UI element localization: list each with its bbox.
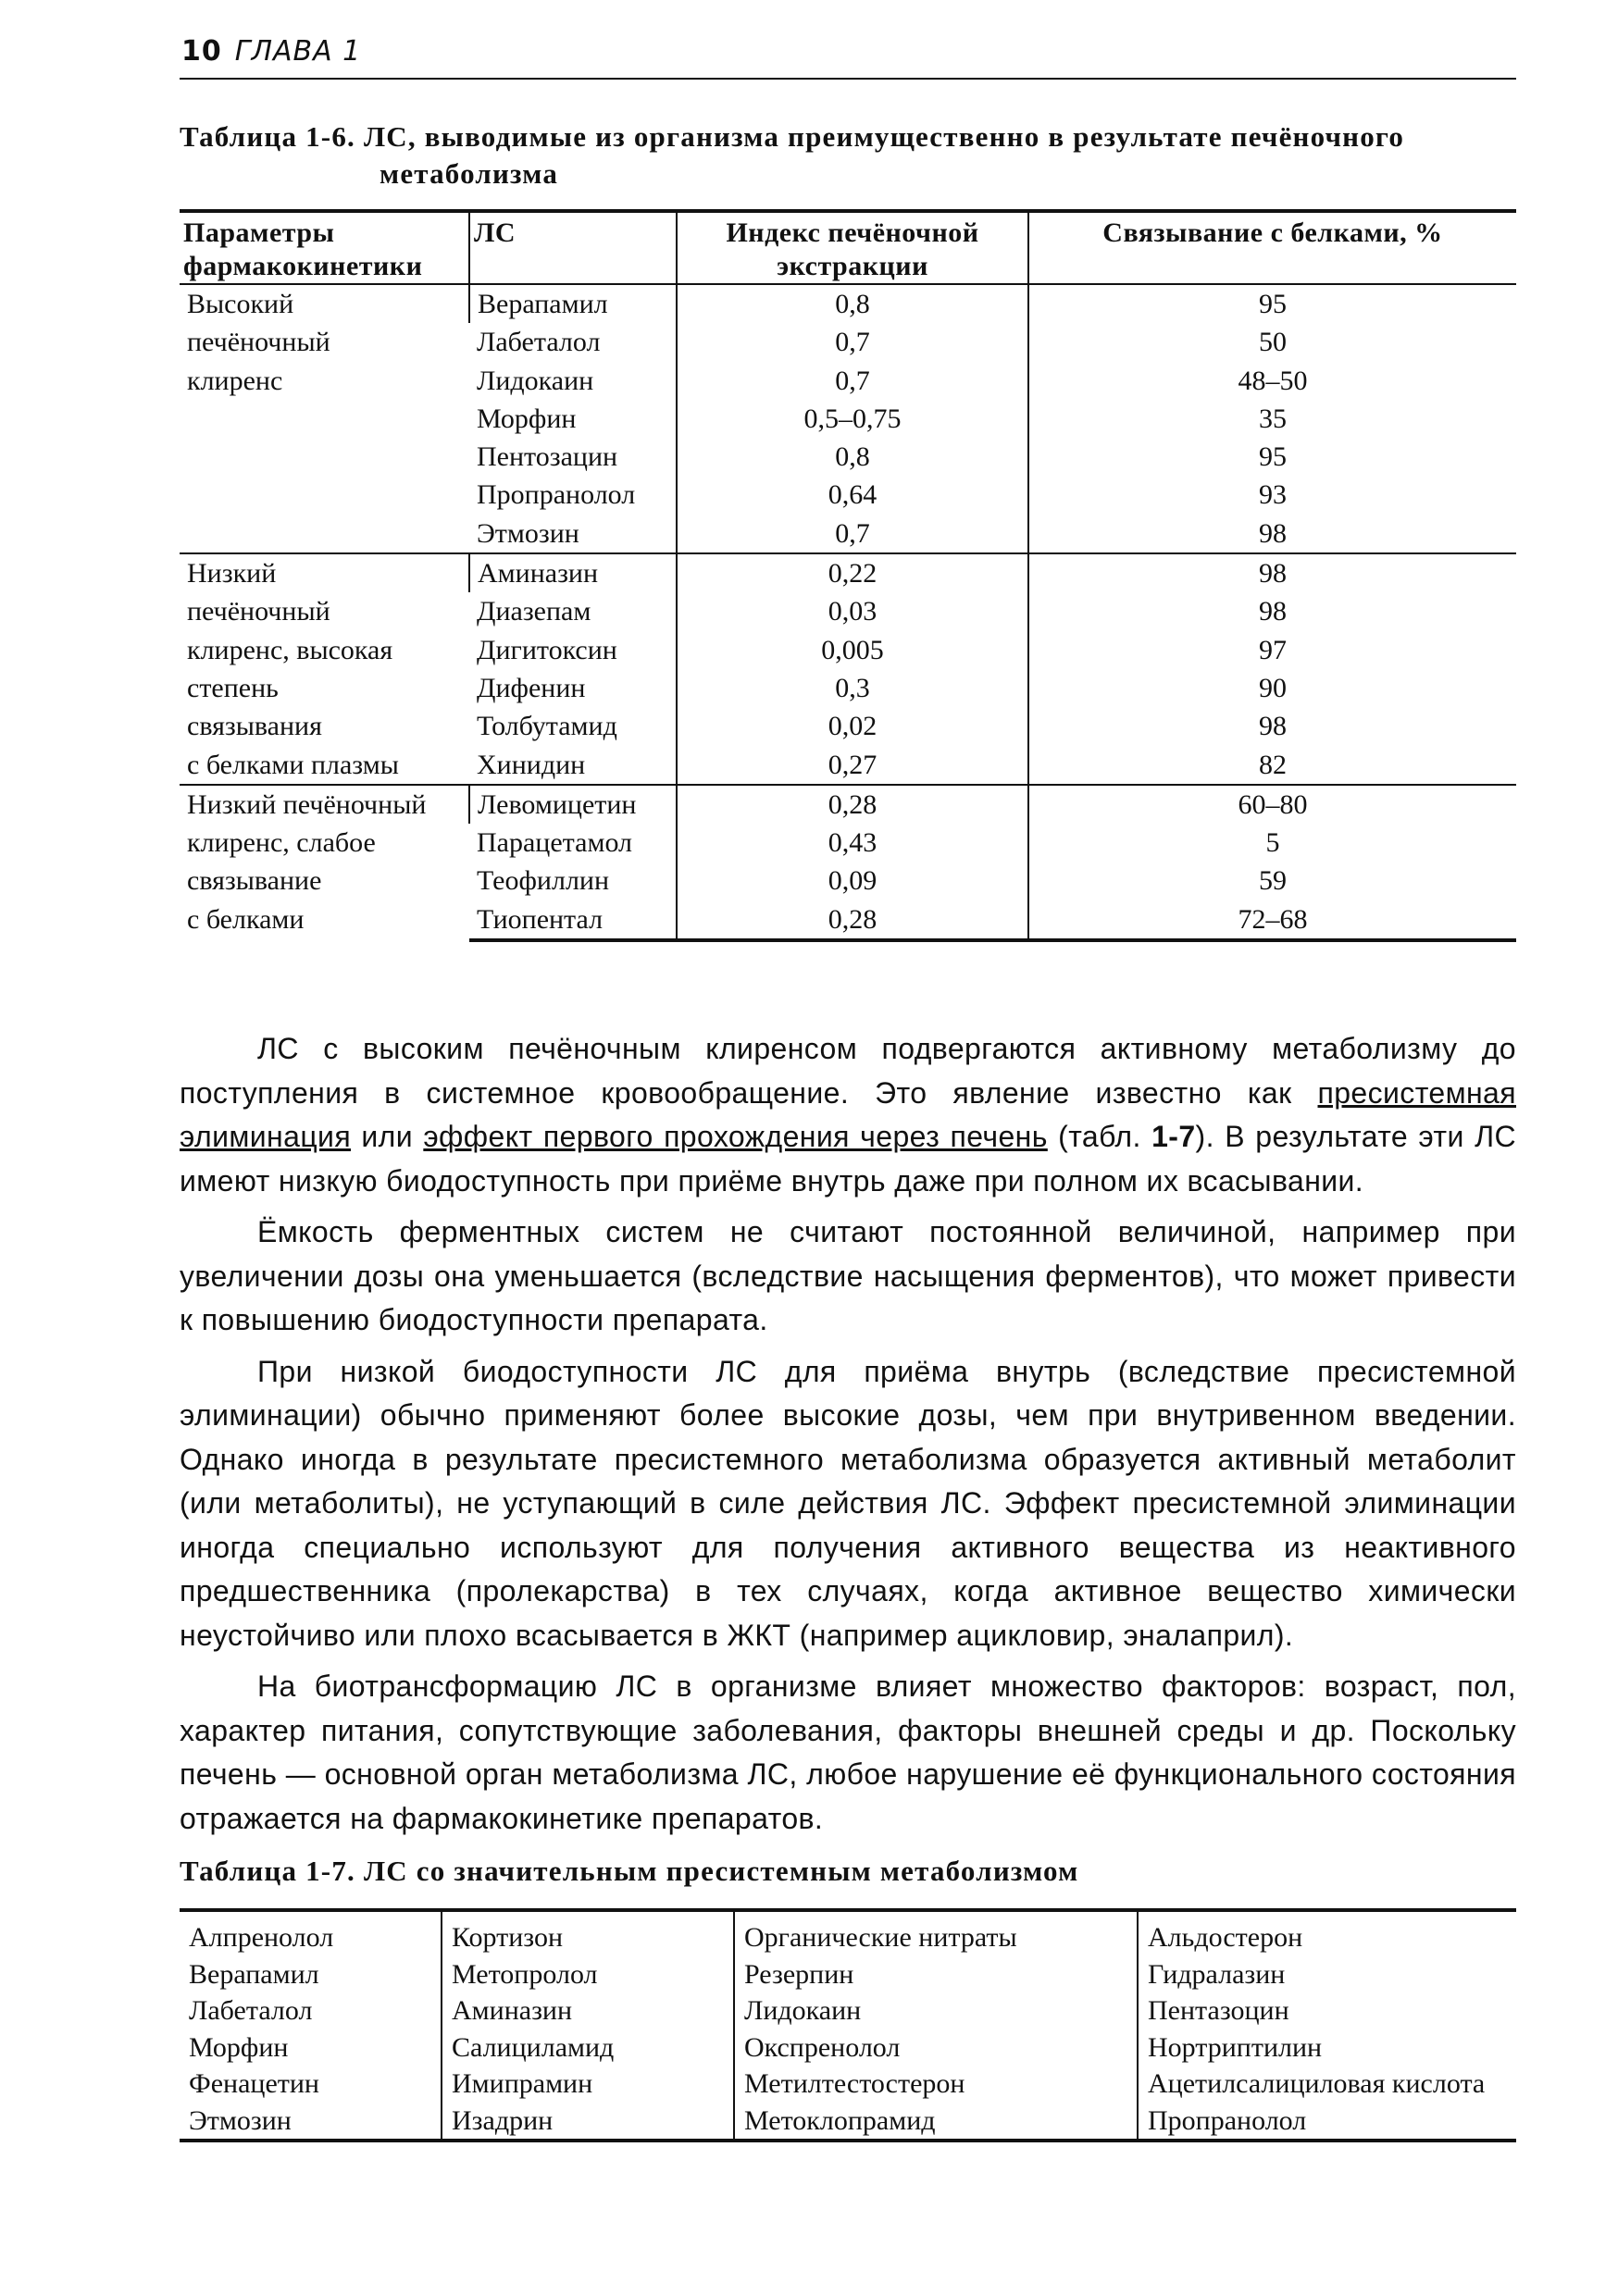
index-cell: 0,09 bbox=[677, 862, 1028, 900]
page-number: 10 bbox=[181, 35, 222, 68]
drug-cell: Тиопентал bbox=[469, 900, 677, 940]
table-cell: Верапамил bbox=[189, 1958, 319, 1990]
drug-cell: Лидокаин bbox=[477, 365, 594, 396]
table-row bbox=[180, 2103, 1516, 2141]
header-protein: Связывание с белками, % bbox=[1028, 211, 1516, 284]
header-param: Параметры фармакокинетики bbox=[180, 211, 469, 284]
index-cell: 0,64 bbox=[677, 476, 1028, 514]
table-row bbox=[180, 2029, 1516, 2066]
index-cell: 0,8 bbox=[677, 284, 1028, 323]
drug-cell: Теофиллин bbox=[477, 865, 610, 897]
table-cell: Салициламид bbox=[442, 2029, 734, 2066]
protein-cell: 60–80 bbox=[1028, 785, 1516, 824]
table-1-6-caption: Таблица 1-6. ЛС, выводимые из организма преимущественно в результате печёночного метаболизма bbox=[180, 118, 1522, 192]
drug-cell: Толбутамид bbox=[477, 711, 617, 742]
drug-cell: Дифенин bbox=[477, 672, 586, 703]
drug-cell: Этмозин bbox=[477, 517, 579, 549]
table-row bbox=[180, 284, 1516, 323]
table-row bbox=[180, 1992, 1516, 2029]
table-group-low-clearance-high-binding bbox=[180, 553, 1516, 785]
table-cell: Пропранолол bbox=[1138, 2103, 1516, 2141]
table-cell: Пентазоцин bbox=[1138, 1992, 1516, 2029]
table-cell: Гидралазин bbox=[1138, 1956, 1516, 1993]
index-cell: 0,7 bbox=[677, 362, 1028, 400]
table-cell: Этмозин bbox=[180, 2103, 442, 2141]
header-rule bbox=[180, 78, 1516, 80]
table-row bbox=[180, 1956, 1516, 1993]
table-cell: Имипрамин bbox=[442, 2066, 734, 2103]
table-reference: 1-7 bbox=[1151, 1120, 1196, 1153]
paragraph-3: При низкой биодоступности ЛС для приёма внутрь (вследствие пресистемной элиминации) обычно применяют более высокие дозы, чем при внутривенном введении. Однако иногда в результате пресистемного метаболизма образуется активный метаболит (или метаболиты), не уступающий в силе действия ЛС. Эффект пресистемной элиминации иногда специально используют для получения активного вещества из неактивного предшественника (пролекарства) в тех случаях, когда активное вещество химически неустойчиво или плохо всасывается в ЖКТ (например ацикловир, эналаприл). bbox=[180, 1354, 1516, 1652]
protein-cell: 97 bbox=[1028, 631, 1516, 669]
paragraph-1 bbox=[180, 1027, 1516, 1203]
protein-cell: 95 bbox=[1028, 284, 1516, 323]
group-param-cell: Низкий печёночный клиренс, слабое связывание с белками bbox=[180, 785, 469, 940]
drug-cell: Дигитоксин bbox=[477, 634, 617, 665]
table-cell: Нортриптилин bbox=[1138, 2029, 1516, 2066]
table-header-row bbox=[180, 211, 1516, 284]
table-cell: Органические нитраты bbox=[734, 1910, 1138, 1956]
drug-cell: Пропранолол bbox=[477, 479, 636, 511]
table-1-6 bbox=[180, 209, 1516, 942]
index-cell: 0,22 bbox=[677, 553, 1028, 592]
table-cell: Лидокаин bbox=[734, 1992, 1138, 2029]
table-cell: Метилтестостерон bbox=[734, 2066, 1138, 2103]
protein-cell: 59 bbox=[1028, 862, 1516, 900]
drug-cell: Пентозацин bbox=[477, 441, 618, 473]
index-cell: 0,3 bbox=[677, 669, 1028, 707]
table-cell: Лабеталол bbox=[189, 1995, 313, 2026]
table-row bbox=[180, 553, 1516, 592]
table-cell: Окспренолол bbox=[734, 2029, 1138, 2066]
table-1-6-label: Таблица 1-6 bbox=[180, 120, 348, 153]
protein-cell: 98 bbox=[1028, 707, 1516, 745]
protein-cell: 35 bbox=[1028, 400, 1516, 438]
table-1-7 bbox=[180, 1908, 1516, 2142]
index-cell: 0,03 bbox=[677, 592, 1028, 630]
group-param-cell: Низкий печёночный клиренс, высокая степень связывания с белками плазмы bbox=[180, 553, 469, 785]
table-cell: Альдостерон bbox=[1138, 1910, 1516, 1956]
table-cell: Метоклопрамид bbox=[734, 2103, 1138, 2141]
drug-cell: Верапамил bbox=[469, 284, 677, 323]
drug-cell: Лабеталол bbox=[477, 327, 601, 358]
table-cell: Кортизон bbox=[442, 1910, 734, 1956]
table-cell: Морфин bbox=[189, 2031, 289, 2063]
index-cell: 0,7 bbox=[677, 323, 1028, 361]
table-1-7-label: Таблица 1-7 bbox=[180, 1855, 348, 1887]
paragraph-1-text-c: (табл. bbox=[1047, 1120, 1152, 1153]
paragraph-2: Ёмкость ферментных систем не считают постоянной величиной, например при увеличении дозы она уменьшается (вследствие насыщения ферментов), что может привести к повышению биодоступности препарата. bbox=[180, 1215, 1516, 1336]
index-cell: 0,43 bbox=[677, 824, 1028, 862]
table-cell: Алпренолол bbox=[180, 1910, 442, 1956]
index-cell: 0,7 bbox=[677, 515, 1028, 553]
table-1-7-caption: Таблица 1-7. ЛС со значительным пресистемным метаболизмом bbox=[180, 1855, 1079, 1887]
index-cell: 0,8 bbox=[677, 438, 1028, 476]
paragraph-1-text-a: ЛС с высоким печёночным клиренсом подвергаются активному метаболизму до поступления в системное кровообращение. Это явление известно как bbox=[180, 1032, 1516, 1110]
term-presystemic-elimination: пресистемная элиминация bbox=[180, 1075, 1516, 1153]
drug-cell: Парацетамол bbox=[477, 827, 633, 859]
header-drug: ЛС bbox=[469, 211, 677, 284]
table-1-6-title-line2: метаболизма bbox=[380, 157, 559, 190]
index-cell: 0,005 bbox=[677, 631, 1028, 669]
protein-cell: 98 bbox=[1028, 553, 1516, 592]
drug-cell: Морфин bbox=[477, 403, 577, 434]
index-cell: 0,28 bbox=[677, 785, 1028, 824]
chapter-title: ГЛАВА 1 bbox=[234, 35, 362, 68]
protein-cell: 93 bbox=[1028, 476, 1516, 514]
protein-cell: 48–50 bbox=[1028, 362, 1516, 400]
protein-cell: 5 bbox=[1028, 824, 1516, 862]
drug-cell: Аминазин bbox=[469, 553, 677, 592]
body-text bbox=[180, 1027, 1516, 1848]
table-1-6-title-line1: ЛС, выводимые из организма преимущественно в результате печёночного bbox=[363, 120, 1405, 153]
running-header bbox=[181, 35, 361, 68]
table-group-high-clearance bbox=[180, 284, 1516, 553]
paragraph-1-text-b: или bbox=[351, 1120, 424, 1153]
index-cell: 0,02 bbox=[677, 707, 1028, 745]
drug-cell: Хинидин bbox=[477, 749, 586, 780]
term-first-pass-effect: эффект первого прохождения через печень bbox=[423, 1120, 1048, 1153]
table-cell: Аминазин bbox=[442, 1992, 734, 2029]
table-cell: Резерпин bbox=[734, 1956, 1138, 1993]
protein-cell: 98 bbox=[1028, 592, 1516, 630]
table-row bbox=[180, 2066, 1516, 2103]
header-index: Индекс печёночной экстракции bbox=[677, 211, 1028, 284]
table-cell: Фенацетин bbox=[189, 2068, 319, 2099]
table-cell: Ацетилсалициловая кислота bbox=[1138, 2066, 1516, 2103]
protein-cell: 98 bbox=[1028, 515, 1516, 553]
table-cell: Метопролол bbox=[442, 1956, 734, 1993]
protein-cell: 50 bbox=[1028, 323, 1516, 361]
table-1-7-title: ЛС со значительным пресистемным метаболизмом bbox=[363, 1855, 1079, 1887]
table-row bbox=[180, 785, 1516, 824]
index-cell: 0,27 bbox=[677, 746, 1028, 785]
index-cell: 0,5–0,75 bbox=[677, 400, 1028, 438]
group-param-cell: Высокий печёночный клиренс bbox=[187, 289, 330, 396]
protein-cell: 90 bbox=[1028, 669, 1516, 707]
drug-cell: Левомицетин bbox=[469, 785, 677, 824]
table-row bbox=[180, 1910, 1516, 1956]
protein-cell: 82 bbox=[1028, 746, 1516, 785]
paragraph-1-text-d: ). В результате эти ЛС имеют низкую биодоступность при приёме внутрь даже при полном их всасывании. bbox=[180, 1120, 1516, 1198]
table-cell: Изадрин bbox=[442, 2103, 734, 2141]
table-group-low-clearance-low-binding bbox=[180, 785, 1516, 940]
paragraph-4: На биотрансформацию ЛС в организме влияет множество факторов: возраст, пол, характер питания, сопутствующие заболевания, факторы внешней среды и др. Поскольку печень — основной орган метаболизма ЛС, любое нарушение её функционального состояния отражается на фармакокинетике препаратов. bbox=[180, 1669, 1516, 1835]
drug-cell: Диазепам bbox=[477, 596, 591, 627]
protein-cell: 95 bbox=[1028, 438, 1516, 476]
index-cell: 0,28 bbox=[677, 900, 1028, 940]
protein-cell: 72–68 bbox=[1028, 900, 1516, 940]
